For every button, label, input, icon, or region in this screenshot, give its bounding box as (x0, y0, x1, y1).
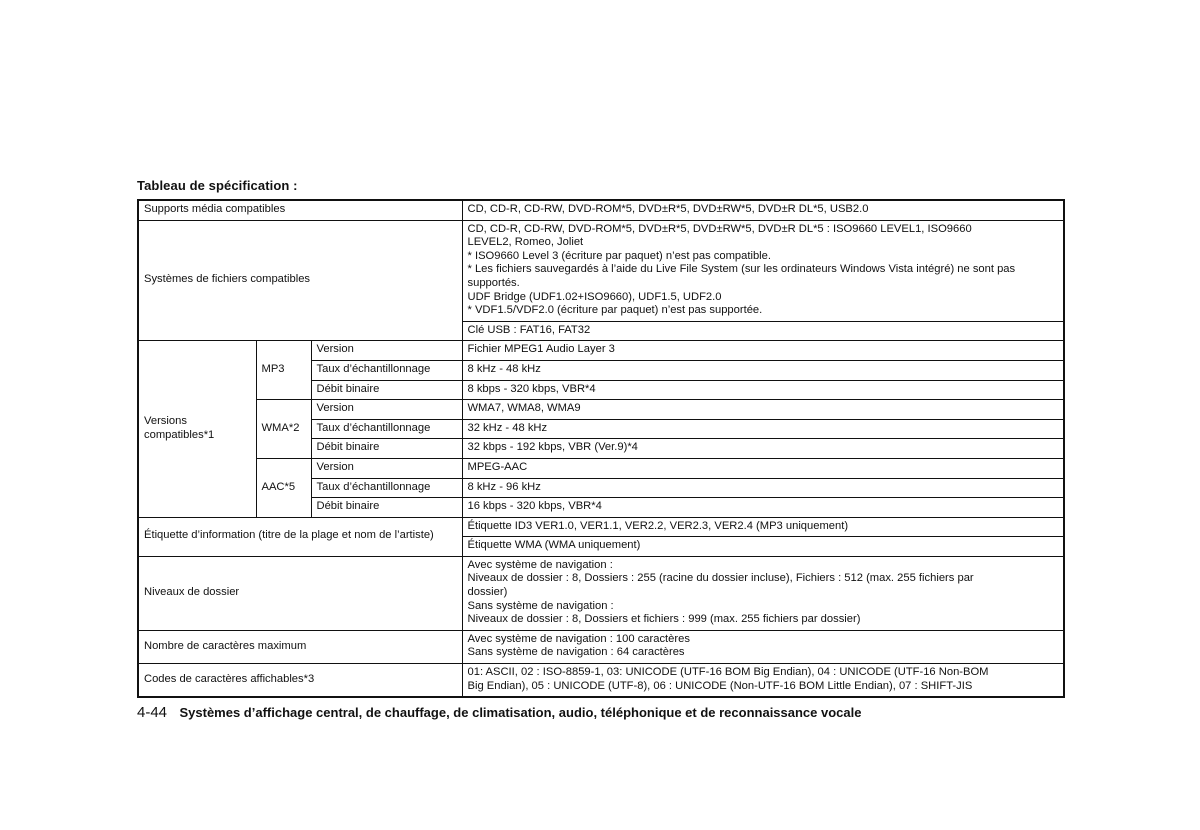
format-name-mp3: MP3 (256, 341, 311, 400)
param-value: 32 kHz - 48 kHz (462, 419, 1064, 439)
table-row (138, 220, 1064, 321)
table-row (138, 664, 1064, 698)
param-label: Débit binaire (311, 380, 462, 400)
cell-line: Niveaux de dossier : 8, Dossiers et fichiers : 999 (max. 255 fichiers par dossier) (467, 613, 861, 626)
param-value: Fichier MPEG1 Audio Layer 3 (462, 341, 1064, 361)
cell-line: Avec système de navigation : (467, 558, 613, 571)
row-label-max-chars: Nombre de caractères maximum (138, 630, 462, 663)
tag-info-id3-value (462, 517, 1064, 537)
param-value: WMA7, WMA8, WMA9 (462, 400, 1064, 420)
row-label-char-codes: Codes de caractères affichables*3 (138, 664, 462, 698)
param-label: Débit binaire (311, 439, 462, 459)
cell-line: Sans système de navigation : 64 caractères (467, 646, 685, 659)
supports-media-value (462, 200, 1064, 220)
table-row (138, 341, 1064, 361)
cell-line: * ISO9660 Level 3 (écriture par paquet) n’est pas compatible. (467, 249, 771, 262)
file-systems-disc-value (462, 220, 1064, 321)
row-label-folder-levels: Niveaux de dossier (138, 556, 462, 630)
table-row (138, 400, 1064, 420)
tag-info-wma-value (462, 537, 1064, 557)
cell-line: Avec système de navigation : 100 caractères (467, 632, 690, 645)
cell-line: * VDF1.5/VDF2.0 (écriture par paquet) n’est pas supportée. (467, 304, 763, 317)
page-footer (137, 704, 861, 722)
cell-line: Big Endian), 05 : UNICODE (UTF-8), 06 : UNICODE (Non-UTF-16 BOM Little Endian), 07 : SHIFT-JIS (467, 679, 973, 692)
cell-line: compatibles*1 (144, 428, 215, 441)
param-label: Taux d’échantillonnage (311, 478, 462, 498)
file-systems-usb-value (462, 321, 1064, 341)
cell-line: UDF Bridge (UDF1.02+ISO9660), UDF1.5, UDF2.0 (467, 290, 722, 303)
table-row (138, 517, 1064, 537)
param-value: 16 kbps - 320 kbps, VBR*4 (462, 498, 1064, 518)
param-value: 32 kbps - 192 kbps, VBR (Ver.9)*4 (462, 439, 1064, 459)
table-row (138, 556, 1064, 630)
cell-line: Clé USB : FAT16, FAT32 (467, 323, 591, 336)
page-number: 4-44 (137, 704, 168, 721)
format-name-wma: WMA*2 (256, 400, 311, 459)
param-label: Taux d’échantillonnage (311, 419, 462, 439)
chapter-title: Systèmes d’affichage central, de chauffage, de climatisation, audio, téléphonique et de reconnaissance vocale (179, 705, 862, 720)
table-row (138, 630, 1064, 663)
section-title: Tableau de spécification : (137, 178, 298, 193)
cell-line: Sans système de navigation : (467, 599, 614, 612)
cell-line: Étiquette ID3 VER1.0, VER1.1, VER2.2, VER2.3, VER2.4 (MP3 uniquement) (467, 519, 849, 532)
cell-line: CD, CD-R, CD-RW, DVD-ROM*5, DVD±R*5, DVD±RW*5, DVD±R DL*5 : ISO9660 LEVEL1, ISO9660 (467, 222, 972, 235)
cell-line: Étiquette WMA (WMA uniquement) (467, 539, 641, 552)
cell-line: CD, CD-R, CD-RW, DVD-ROM*5, DVD±R*5, DVD±RW*5, DVD±R DL*5, USB2.0 (467, 203, 869, 215)
row-label-tag-info: Étiquette d’information (titre de la plage et nom de l’artiste) (138, 517, 462, 556)
row-label-file-systems: Systèmes de fichiers compatibles (138, 220, 462, 341)
row-label-supports-media: Supports média compatibles (138, 200, 462, 220)
cell-line: dossier) (467, 586, 508, 599)
table-row (138, 200, 1064, 220)
folder-levels-value (462, 556, 1064, 630)
format-name-aac: AAC*5 (256, 458, 311, 517)
max-chars-value (462, 630, 1064, 663)
cell-line: Versions (144, 414, 187, 427)
cell-line: Niveaux de dossier : 8, Dossiers : 255 (racine du dossier incluse), Fichiers : 512 (max. 255 fichiers par (467, 572, 974, 585)
row-label-versions (138, 341, 256, 517)
param-value: 8 kHz - 48 kHz (462, 360, 1064, 380)
cell-line: supportés. (467, 276, 520, 289)
param-label: Version (311, 400, 462, 420)
specification-table (137, 199, 1065, 698)
cell-line: * Les fichiers sauvegardés à l’aide du Live File System (sur les ordinateurs Windows Vista intégré) ne sont pas (467, 263, 1016, 276)
char-codes-value (462, 664, 1064, 698)
param-label: Version (311, 341, 462, 361)
param-value: MPEG-AAC (462, 458, 1064, 478)
param-label: Version (311, 458, 462, 478)
param-label: Débit binaire (311, 498, 462, 518)
param-value: 8 kHz - 96 kHz (462, 478, 1064, 498)
table-row (138, 458, 1064, 478)
cell-line: LEVEL2, Romeo, Joliet (467, 236, 584, 249)
cell-line: 01: ASCII, 02 : ISO-8859-1, 03: UNICODE (UTF-16 BOM Big Endian), 04 : UNICODE (UTF-16 Non-BOM (467, 666, 989, 679)
param-value: 8 kbps - 320 kbps, VBR*4 (462, 380, 1064, 400)
param-label: Taux d’échantillonnage (311, 360, 462, 380)
